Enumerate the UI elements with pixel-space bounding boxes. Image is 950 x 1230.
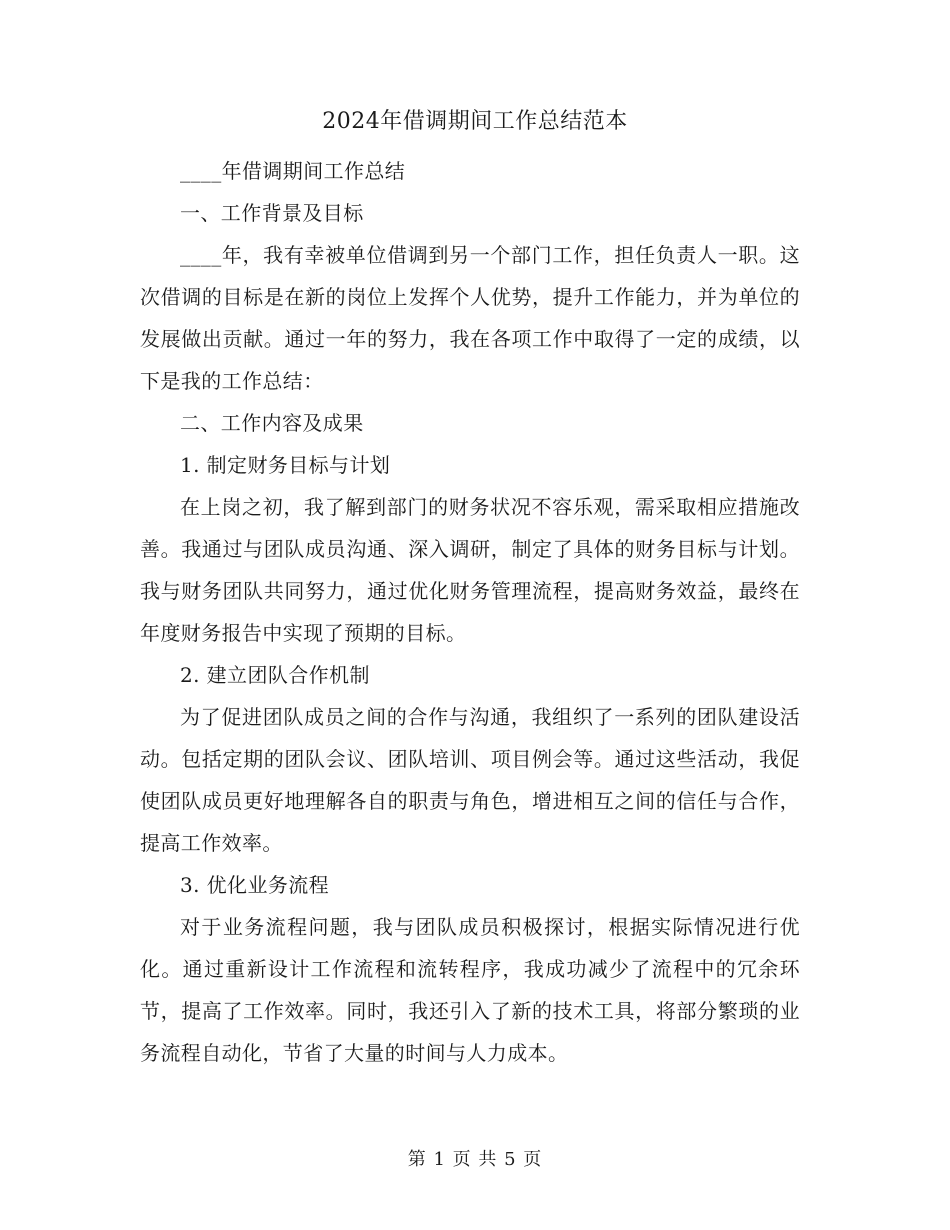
- subheading-finance: 1. 制定财务目标与计划: [180, 453, 391, 477]
- section-heading-content: 二、工作内容及成果: [180, 411, 364, 435]
- paragraph-process: 对于业务流程问题，我与团队成员积极探讨，根据实际情况进行优化。通过重新设计工作流程和流转程序，我成功减少了流程中的冗余环节，提高了工作效率。同时，我还引入了新的技术工具，将部分繁琐的业务流程自动化，节省了大量的时间与人力成本。: [140, 915, 800, 1065]
- subheading-teamwork: 2. 建立团队合作机制: [180, 663, 370, 687]
- section-heading-background: 一、工作背景及目标: [180, 201, 364, 225]
- subheading-process: 3. 优化业务流程: [180, 873, 330, 897]
- paragraph-background: ____年，我有幸被单位借调到另一个部门工作，担任负责人一职。这次借调的目标是在新的岗位上发挥个人优势，提升工作能力，并为单位的发展做出贡献。通过一年的努力，我在各项工作中取得了一定的成绩，以下是我的工作总结：: [140, 243, 800, 393]
- heading-summary: ____年借调期间工作总结: [180, 159, 406, 183]
- document-body: [140, 150, 800, 1074]
- paragraph-teamwork: 为了促进团队成员之间的合作与沟通，我组织了一系列的团队建设活动。包括定期的团队会议、团队培训、项目例会等。通过这些活动，我促使团队成员更好地理解各自的职责与角色，增进相互之间的信任与合作，提高工作效率。: [140, 705, 800, 855]
- page-number-footer: 第 1 页 共 5 页: [407, 1149, 543, 1170]
- document-title: 2024年借调期间工作总结范本: [322, 109, 628, 134]
- paragraph-finance: 在上岗之初，我了解到部门的财务状况不容乐观，需采取相应措施改善。我通过与团队成员沟通、深入调研，制定了具体的财务目标与计划。我与财务团队共同努力，通过优化财务管理流程，提高财务效益，最终在年度财务报告中实现了预期的目标。: [140, 495, 800, 645]
